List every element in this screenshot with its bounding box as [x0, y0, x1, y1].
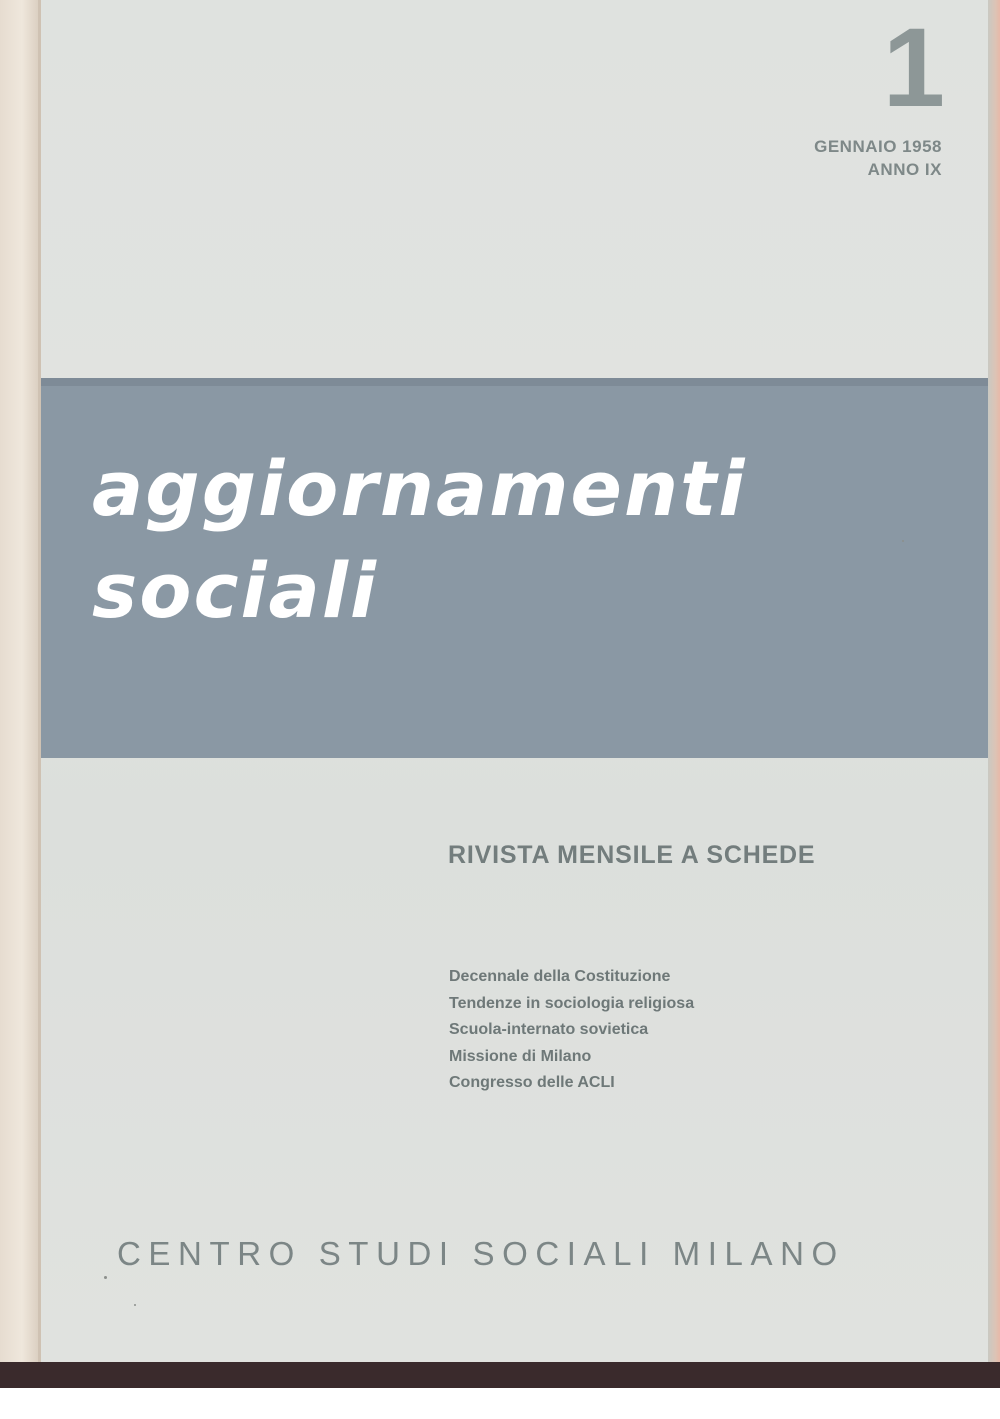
masthead-title-line-2: sociali [92, 546, 378, 635]
paper-right-edge [988, 0, 1000, 1362]
contents-item: Tendenze in sociologia religiosa [449, 994, 695, 1012]
issue-info [814, 135, 942, 181]
contents-item: Congresso delle ACLI [449, 1074, 615, 1091]
publisher-name: CENTRO STUDI SOCIALI MILANO [117, 1235, 845, 1272]
issue-number: 1 [882, 5, 945, 130]
print-speck [902, 540, 904, 542]
print-speck [134, 1304, 136, 1306]
contents-item: Decennale della Costituzione [449, 968, 671, 985]
masthead-title-line-1: aggiornamenti [92, 444, 747, 533]
magazine-subtitle: RIVISTA MENSILE A SCHEDE [448, 841, 816, 869]
issue-year: ANNO IX [867, 160, 942, 179]
contents-item: Missione di Milano [449, 1047, 592, 1065]
contents-list [449, 964, 694, 1097]
scan-bottom-margin [0, 1388, 1000, 1419]
masthead-band-shadow [41, 378, 988, 386]
masthead-title [92, 438, 746, 642]
contents-item: Scuola-internato sovietica [449, 1021, 649, 1038]
issue-date: GENNAIO 1958 [814, 137, 942, 156]
paper-spine-edge [0, 0, 40, 1362]
print-speck [104, 1276, 107, 1279]
